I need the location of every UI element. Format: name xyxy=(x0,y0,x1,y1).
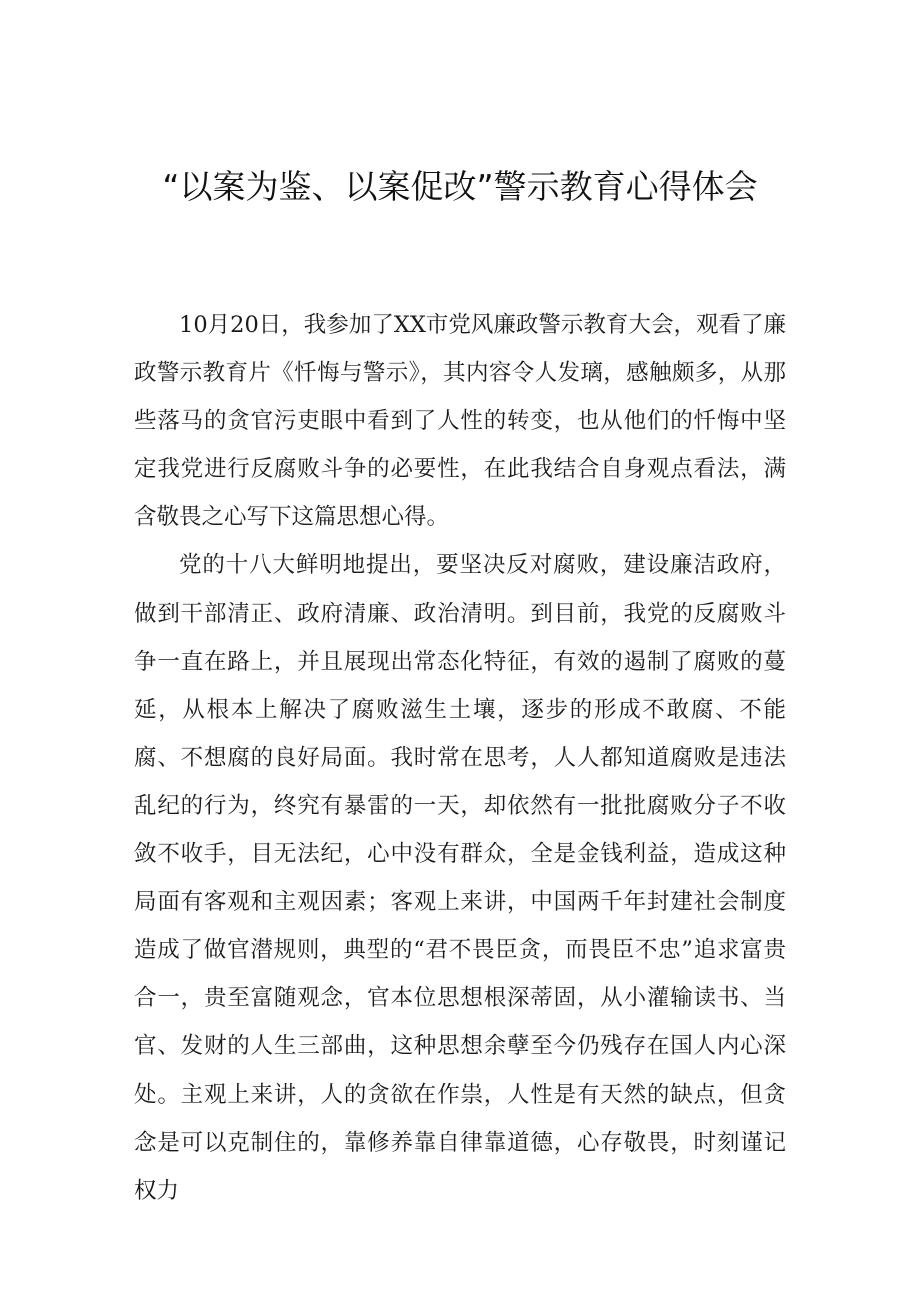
paragraph: 10月20日，我参加了XX市党风廉政警示教育大会，观看了廉政警示教育片《忏悔与警示》，其内容令人发璃，感触颇多，从那些落马的贪官污吏眼中看到了人性的转变，也从他们的忏悔中坚定我党进行反腐败斗争的必要性，在此我结合自身观点看法，满含敬畏之心写下这篇思想心得。 xyxy=(134,312,786,531)
document-body xyxy=(134,301,786,1215)
document-title: “以案为鉴、以案促改”警示教育心得体会 xyxy=(162,167,758,206)
paragraph: 党的十八大鲜明地提出，要坚决反对腐败，建设廉洁政府，做到干部清正、政府清廉、政治清明。到目前，我党的反腐败斗争一直在路上，并且展现出常态化特征，有效的遏制了腐败的蔓延，从根本上解决了腐败滋生土壤，逐步的形成不敢腐、不能腐、不想腐的良好局面。我时常在思考，人人都知道腐败是违法乱纪的行为，终究有暴雷的一天，却依然有一批批腐败分子不收敛不收手，目无法纪，心中没有群众，全是金钱利益，造成这种局面有客观和主观因素；客观上来讲，中国两千年封建社会制度造成了做官潜规则，典型的“君不畏臣贪，而畏臣不忠”追求富贵合一，贵至富随观念，官本位思想根深蒂固，从小灌输读书、当官、发财的人生三部曲，这种思想余孽至今仍残存在国人内心深处。主观上来讲，人的贪欲在作祟，人性是有天然的缺点，但贪念是可以克制住的，靠修养靠自律靠道德，心存敬畏，时刻谨记权力 xyxy=(134,552,786,1204)
